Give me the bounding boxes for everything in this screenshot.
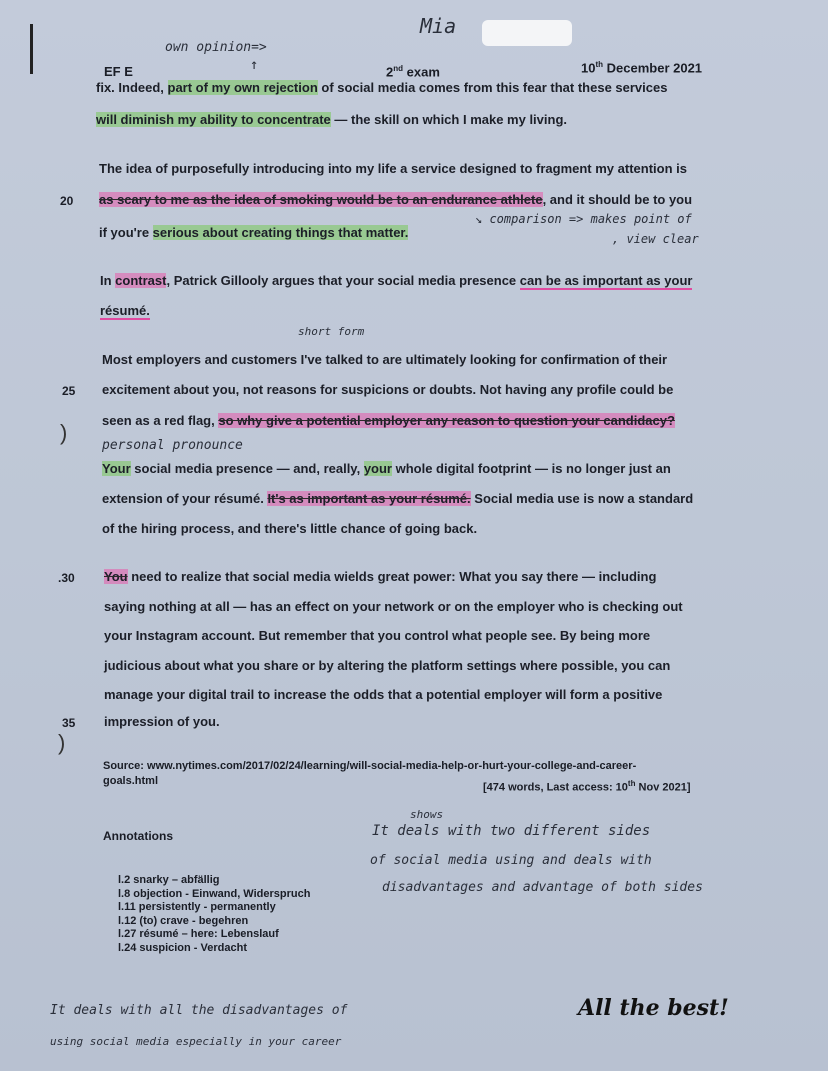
text-line: Most employers and customers I've talked to are ultimately looking for confirmation of their bbox=[102, 352, 668, 367]
header-date: 10th December 2021 bbox=[581, 60, 703, 76]
line-number: 25 bbox=[62, 384, 76, 398]
text-line: Your social media presence — and, really, your whole digital footprint — is no longer just an bbox=[102, 461, 671, 476]
handwritten-line: It deals with all the disadvantages of bbox=[50, 1003, 348, 1018]
line-number: .30 bbox=[58, 571, 75, 585]
text-line: excitement about you, not reasons for suspicions or doubts. Not having any profile could be bbox=[102, 382, 674, 397]
text-line: saying nothing at all — has an effect on your network or on the employer who is checking out bbox=[104, 599, 683, 614]
text-line: fix. Indeed, part of my own rejection of social media comes from this fear that these services bbox=[96, 80, 668, 95]
handwritten-name: Mia bbox=[420, 14, 457, 38]
annotations-list bbox=[118, 874, 310, 955]
annotation-item: l.2 snarky – abfällig bbox=[118, 874, 220, 886]
annotation-item: l.8 objection - Einwand, Widerspruch bbox=[118, 887, 311, 900]
margin-bracket: ) bbox=[60, 420, 68, 445]
punch-mark bbox=[30, 24, 33, 74]
margin-bracket: ) bbox=[58, 730, 66, 755]
text-line: résumé. bbox=[100, 303, 150, 318]
text-line: The idea of purposefully introducing into my life a service designed to fragment my attention is bbox=[99, 161, 687, 176]
annotation-item: l.12 (to) crave - begehren bbox=[118, 914, 249, 927]
handwritten-line: It deals with two different sides bbox=[372, 823, 651, 839]
annotation-item: l.24 suspicion - Verdacht bbox=[118, 941, 247, 954]
text-line: seen as a red flag, so why give a potential employer any reason to question your candidacy? bbox=[102, 413, 675, 428]
handwritten-note-personal: personal pronounce bbox=[102, 438, 243, 453]
annotation-item: l.27 résumé – here: Lebenslauf bbox=[118, 928, 279, 940]
text-line: judicious about what you share or by altering the platform settings where possible, you can bbox=[104, 658, 671, 673]
text-line: your Instagram account. But remember that you control what people see. By being more bbox=[104, 628, 651, 643]
handwritten-line: of social media using and deals with bbox=[370, 853, 652, 868]
line-number: 20 bbox=[60, 194, 74, 208]
handwritten-shows: shows bbox=[410, 808, 444, 821]
source-words: [474 words, Last access: 10th Nov 2021] bbox=[483, 779, 691, 794]
line-number: 35 bbox=[62, 716, 76, 730]
source-line: goals.html bbox=[103, 775, 159, 787]
handwritten-note-own-opinion: own opinion=> bbox=[165, 40, 267, 55]
arrow-icon: ↑ bbox=[250, 57, 259, 73]
handwritten-all-the-best: All the best! bbox=[578, 995, 729, 1021]
source-line: Source: www.nytimes.com/2017/02/24/learning/will-social-media-help-or-hurt-your-college-and-career- bbox=[103, 760, 637, 772]
handwritten-line: using social media especially in your career bbox=[50, 1035, 342, 1048]
text-line: of the hiring process, and there's little chance of going back. bbox=[102, 521, 478, 536]
handwritten-line: disadvantages and advantage of both sides bbox=[382, 880, 703, 895]
handwritten-note-short-form: short form bbox=[298, 325, 365, 338]
handwritten-note-comparison: ↘ comparison => makes point of bbox=[475, 212, 692, 226]
redaction-box bbox=[482, 20, 572, 46]
text-line: extension of your résumé. It's as important as your résumé. Social media use is now a standard bbox=[102, 491, 694, 506]
text-line: if you're serious about creating things that matter. bbox=[99, 225, 409, 240]
header-class: EF E bbox=[104, 64, 133, 79]
text-line: will diminish my ability to concentrate — the skill on which I make my living. bbox=[96, 112, 568, 127]
text-line: In contrast, Patrick Gillooly argues that your social media presence can be as important as your bbox=[100, 273, 693, 288]
handwritten-note-view: , view clear bbox=[612, 232, 699, 246]
text-line: as scary to me as the idea of smoking would be to an endurance athlete, and it should be to you bbox=[99, 192, 693, 207]
header-exam: 2nd exam bbox=[386, 64, 440, 80]
annotation-item: l.11 persistently - permanently bbox=[118, 901, 276, 913]
text-line: manage your digital trail to increase the odds that a potential employer will form a positive bbox=[104, 687, 663, 702]
text-line: impression of you. bbox=[104, 714, 220, 729]
text-line: You need to realize that social media wields great power: What you say there — including bbox=[104, 569, 657, 584]
annotations-title: Annotations bbox=[103, 829, 173, 843]
